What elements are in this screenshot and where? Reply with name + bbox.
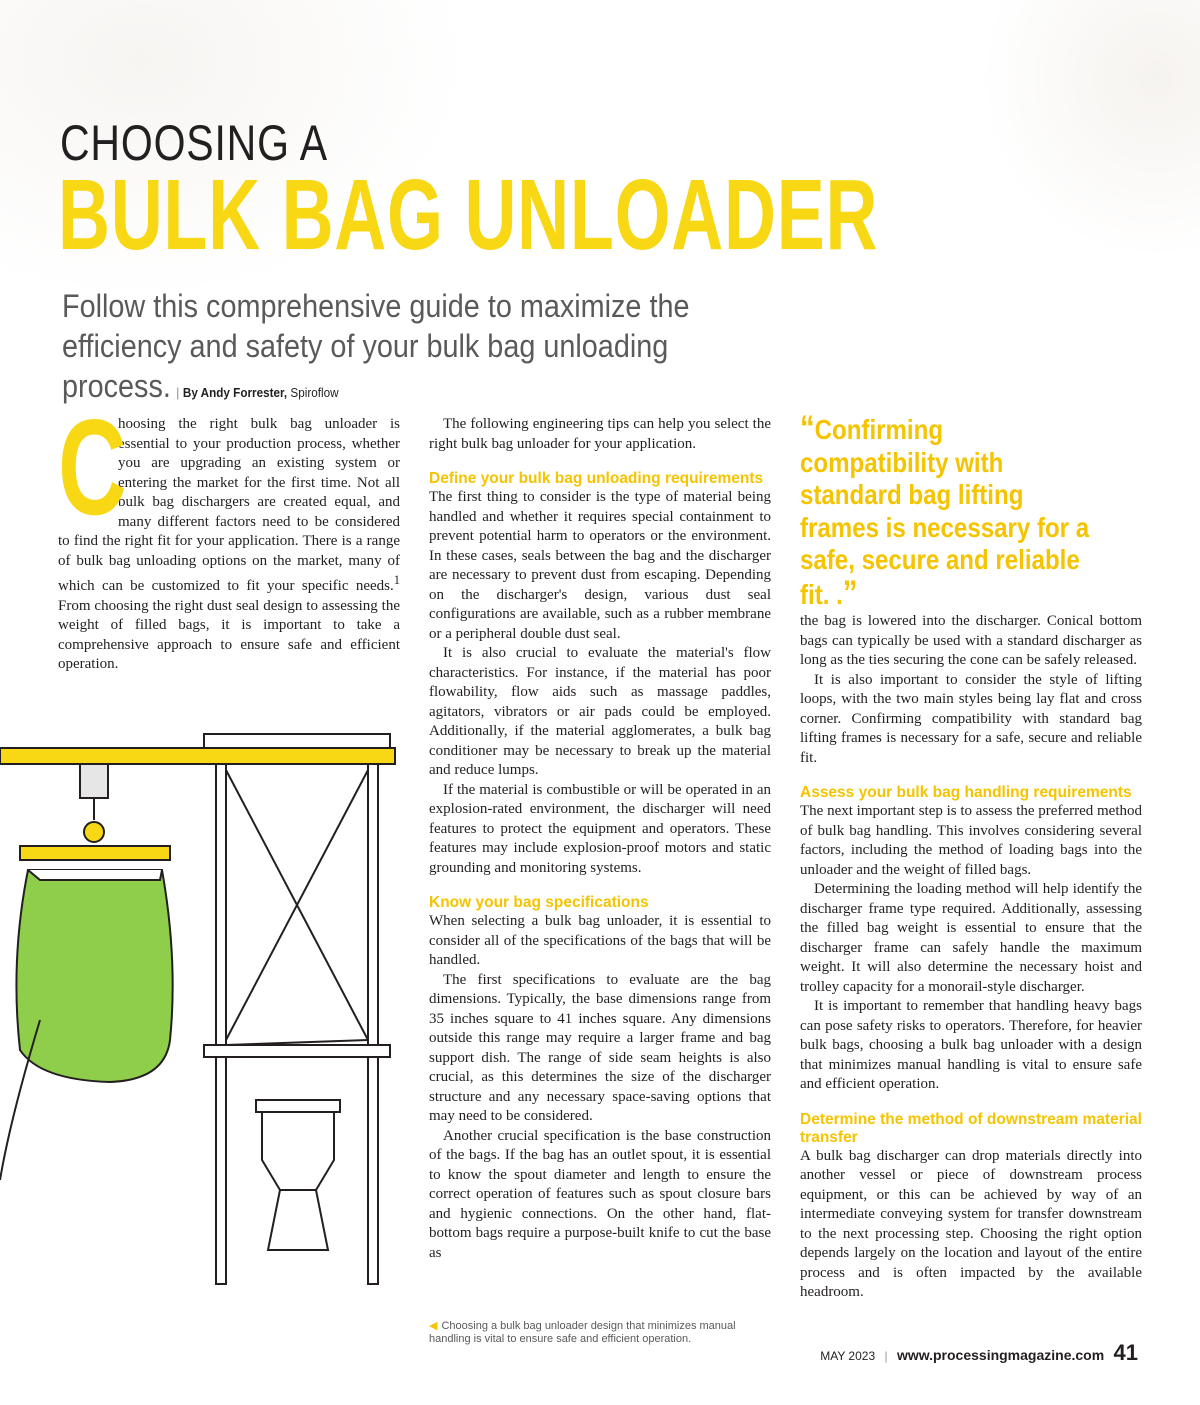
bag-top	[28, 870, 162, 880]
paragraph: A bulk bag discharger can drop materials directly into another vessel or piece of downstream process equipment, or this can be achieved by way of an intermediate conveying system for transfer downstream to the next processing step. Choosing the right option depends largely on the location and layout of the entire process and is often impacted by the available headroom.	[800, 1147, 1142, 1300]
page-footer	[820, 1340, 1138, 1366]
close-quote-icon: ”	[842, 573, 858, 612]
paragraph: The first thing to consider is the type of material being handled and whether it requires special containment to prevent potential harm to operators or the environment. In these cases, seals between the bag and the discharger are necessary to prevent dust from escaping. Depending on the discharger's design, various dust seal configurations are available, such as a rubber membrane or a peripheral double dust seal.	[429, 489, 771, 642]
deck-text: Follow this comprehensive guide to maximize the efficiency and safety of your bulk bag unloading process.	[62, 288, 690, 404]
article-deck	[62, 286, 782, 413]
figure-caption	[429, 1320, 771, 1346]
paragraph: Another crucial specification is the base construction of the bags. If the bag has an outlet spout, it is essential to know the spout diameter and length to ensure the correct operation of features such as spout closure bars and hygienic connections. On the other hand, flat-bottom bags require a purpose-built knife to cut the base as	[429, 1127, 771, 1261]
frame-column-left	[216, 764, 226, 1284]
paragraph: If the material is combustible or will be operated in an explosion-rated environment, the discharger will need features to protect the equipment and operators. These features may include explosion-proof motors and static grounding and monitoring systems.	[429, 781, 771, 876]
section-heading: Define your bulk bag unloading requirements	[429, 470, 764, 487]
monorail-beam	[0, 748, 395, 764]
byline-company: Spiroflow	[290, 385, 339, 400]
paragraph: When selecting a bulk bag unloader, it is essential to consider all of the specifications of the bags that will be handled.	[429, 913, 771, 968]
paragraph: The next important step is to assess the preferred method of bulk bag handling. This involves considering several factors, including the method of loading bags into the unloader and the weight of filled bags.	[800, 803, 1142, 878]
intro-text: hoosing the right bulk bag unloader is essential to your production process, whether you are upgrading an existing system or entering the market for the first time. Not all bulk bag dischargers are created equal, and many different factors need to be considered to find the right fit for your application. There is a range of bulk bag unloading options on the market, many of which can be customized to fit your specific needs.	[58, 416, 400, 594]
bulk-bag	[16, 870, 172, 1082]
lifting-frame	[20, 846, 170, 860]
paragraph: the bag is lowered into the discharger. Conical bottom bags can typically be used with a standard discharger as long as the ties securing the cone can be safely released.	[800, 613, 1142, 668]
paragraph: The first specifications to evaluate are the bag dimensions. Typically, the base dimensions range from 35 inches square to 41 inches square. Any dimensions outside this range may require a larger frame and bag support dish. The range of side seam heights is also crucial, as this determines the size of the discharger structure and any necessary space-saving options that may need to be considered.	[429, 971, 771, 1124]
column-2	[429, 415, 771, 1263]
byline: | By Andy Forrester, Spiroflow	[176, 385, 339, 400]
bulk-bag-unloader-illustration	[0, 720, 470, 1320]
background-bag-photo-right	[980, 0, 1200, 260]
paragraph: It is also crucial to evaluate the material's flow characteristics. For instance, if the material has poor flowability, flow aids such as massage paddles, agitators, vibrators or air pads could be employed. Additionally, if the material agglomerates, a bulk bag conditioner may be necessary to break up the material and reduce lumps.	[429, 645, 771, 778]
article-headline: BULK BAG UNLOADER	[58, 159, 879, 271]
website-link[interactable]: www.processingmagazine.com	[896, 1347, 1105, 1363]
footnote-ref: 1	[393, 573, 400, 587]
frame-top	[204, 734, 390, 748]
hopper-cone	[268, 1190, 328, 1250]
paragraph: The following engineering tips can help you select the right bulk bag unloader for your application.	[429, 416, 771, 452]
hoist	[80, 764, 108, 798]
section-heading: Know your bag specifications	[429, 894, 649, 911]
caption-text: Choosing a bulk bag unloader design that minimizes manual handling is vital to ensure safe and efficient operation.	[429, 1320, 736, 1345]
bag-support	[204, 1045, 390, 1057]
footer-separator: |	[884, 1349, 888, 1363]
caption-arrow-icon: ◀	[429, 1320, 438, 1332]
section-heading: Determine the method of downstream material transfer	[800, 1110, 1142, 1146]
article-kicker: CHOOSING A	[60, 115, 328, 171]
paragraph: It is also important to consider the style of lifting loops, with the two main styles being lay flat and cross corner. Confirming compatibility with standard bag lifting frames is necessary for a safe, secure and reliable fit.	[800, 671, 1142, 766]
paragraph: Determining the loading method will help identify the discharger frame type required. Additionally, assessing the filled bag weight is essential to ensure that the discharger frame can safely handle the maximum weight. It will also determine the necessary hoist and trolley capacity for a monorail-style discharger.	[800, 881, 1142, 995]
frame-column-right	[368, 764, 378, 1284]
open-quote-icon: “	[800, 409, 815, 447]
intro-text-cont: From choosing the right dust seal design to assessing the weight of filled bags, it is important to take a comprehensive approach to ensure safe and efficient operation.	[58, 597, 400, 672]
paragraph: It is important to remember that handling heavy bags can pose safety risks to operators. Therefore, for heavier bulk bags, choosing a bulk bag unloader with a design that minimizes manual handling is vital to ensure safe and efficient operation.	[800, 998, 1142, 1092]
column-3	[800, 612, 1142, 1303]
page-number: 41	[1113, 1340, 1138, 1365]
drop-cap: C	[58, 391, 127, 543]
issue-date: MAY 2023	[820, 1349, 876, 1363]
section-heading: Assess your bulk bag handling requirements	[800, 784, 1132, 801]
hook	[84, 822, 104, 842]
pull-quote	[800, 409, 1092, 612]
byline-author: By Andy Forrester,	[182, 385, 288, 400]
hopper-rim	[256, 1100, 340, 1112]
pull-quote-text: Confirming compatibility with standard bag lifting frames is necessary for a safe, secure and reliable fit. .	[800, 414, 1090, 610]
